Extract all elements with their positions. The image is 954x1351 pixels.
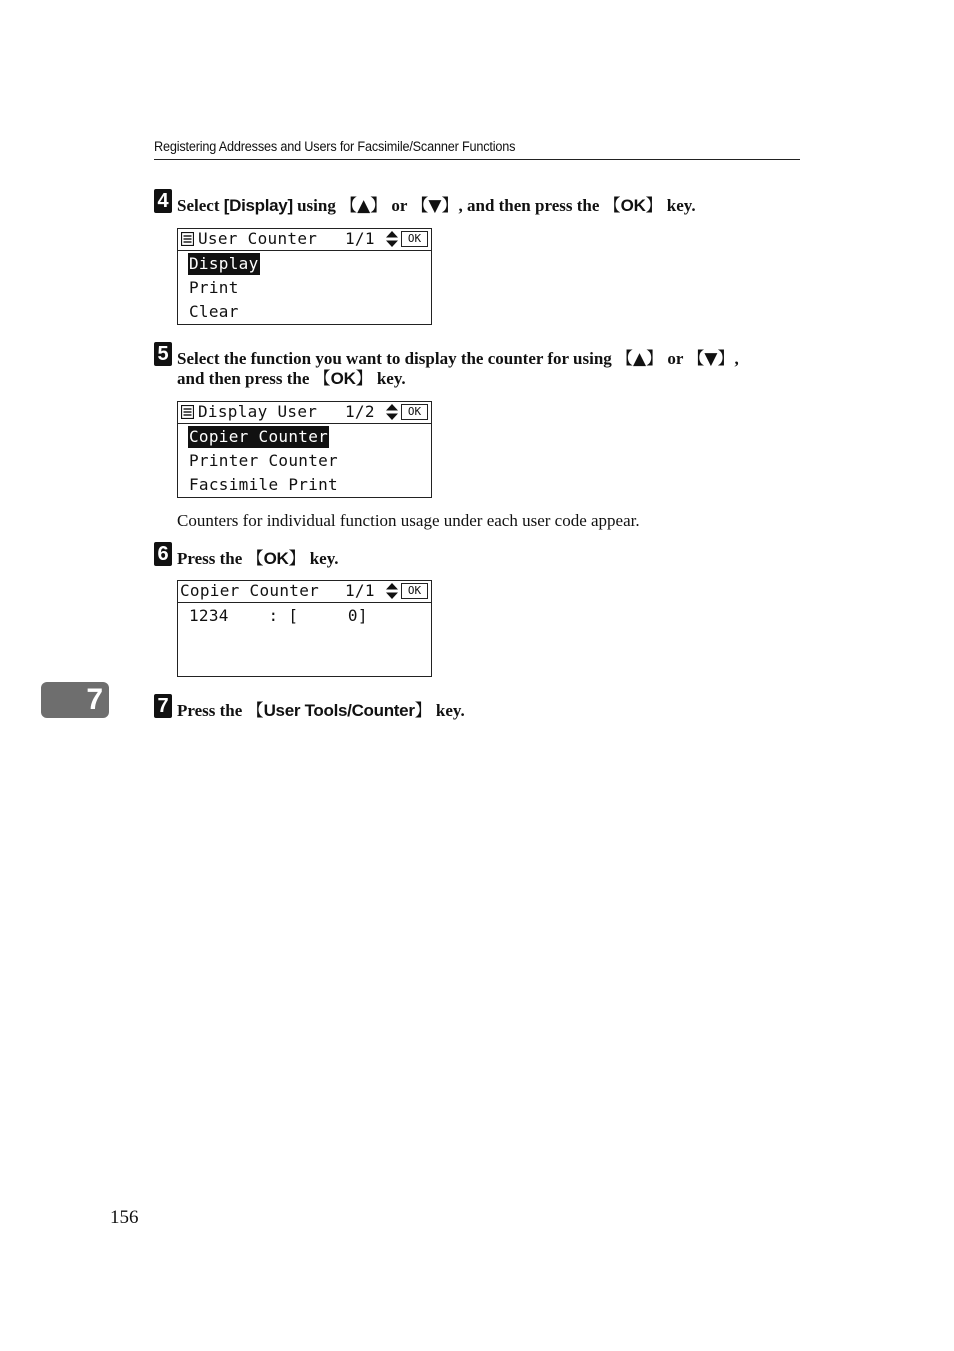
lcd-title-bar [178, 229, 431, 251]
step-instruction [177, 349, 739, 369]
ok-icon[interactable]: OK [401, 583, 428, 599]
ok-key-label: OK [263, 549, 289, 568]
bracket-open: 【 [246, 549, 264, 569]
running-header: Registering Addresses and Users for Facsimile/Scanner Functions [154, 139, 516, 154]
instruction-text: Select the function you want to display the counter for using [177, 349, 617, 368]
menu-item-reference: [Display] [223, 196, 293, 215]
down-arrow-key-icon: ▼ [428, 196, 442, 216]
instruction-text: , [734, 349, 739, 368]
bracket-close: 】 [645, 196, 663, 216]
lcd-title-bar [178, 581, 431, 603]
lcd-page-indicator: 1/1 [345, 229, 375, 248]
lcd-menu-item-copier-counter[interactable]: Copier Counter [189, 427, 329, 446]
page-number: 156 [110, 1207, 139, 1228]
up-down-arrows-icon [385, 403, 399, 421]
user-tools-counter-key-label: User Tools/Counter [263, 701, 415, 720]
up-arrow-key-icon: ▲ [357, 196, 371, 216]
chapter-number: 7 [86, 683, 103, 716]
bracket-close: 】 [414, 701, 432, 721]
bracket-open: 【 [603, 196, 621, 216]
instruction-text: key. [662, 196, 696, 215]
step-instruction-continued [177, 369, 406, 389]
instruction-text: Select [177, 196, 224, 215]
instruction-text: , and then press the [458, 196, 604, 215]
list-icon [181, 405, 194, 419]
lcd-screen-display-user [177, 401, 432, 498]
step-note: Counters for individual function usage under each user code appear. [177, 511, 640, 530]
step-number-badge: 4 [154, 189, 172, 213]
lcd-screen-copier-counter [177, 580, 432, 677]
instruction-text: key. [372, 369, 406, 388]
up-arrow-key-icon: ▲ [633, 349, 647, 369]
step-number-badge: 5 [154, 342, 172, 366]
chapter-tab [41, 682, 109, 718]
instruction-text: Press the [177, 701, 247, 720]
bracket-open: 【 [616, 349, 634, 369]
step-instruction [177, 549, 339, 569]
bracket-close: 】 [355, 369, 373, 389]
lcd-title: User Counter [198, 229, 318, 248]
lcd-page-indicator: 1/2 [345, 402, 375, 421]
instruction-text: Press the [177, 549, 247, 568]
ok-icon[interactable]: OK [401, 231, 428, 247]
instruction-text: key. [305, 549, 339, 568]
bracket-close: 】 [370, 196, 388, 216]
lcd-title: Copier Counter [180, 581, 320, 600]
bracket-open: 【 [411, 196, 429, 216]
step-number-badge: 7 [154, 694, 172, 718]
bracket-open: 【 [340, 196, 358, 216]
lcd-menu-item-clear[interactable]: Clear [189, 302, 239, 321]
bracket-open: 【 [246, 701, 264, 721]
list-icon [181, 232, 194, 246]
lcd-menu-item-facsimile-print[interactable]: Facsimile Print [189, 475, 338, 494]
down-arrow-key-icon: ▼ [704, 349, 718, 369]
lcd-title: Display User [198, 402, 318, 421]
instruction-text: key. [431, 701, 465, 720]
instruction-text: and then press the [177, 369, 314, 388]
bracket-close: 】 [441, 196, 459, 216]
instruction-text: or [663, 349, 688, 368]
lcd-counter-row: 1234 : [ 0] [189, 606, 368, 625]
lcd-menu-item-printer-counter[interactable]: Printer Counter [189, 451, 338, 470]
instruction-text: or [387, 196, 412, 215]
lcd-page-indicator: 1/1 [345, 581, 375, 600]
bracket-open: 【 [687, 349, 705, 369]
lcd-title-bar [178, 402, 431, 424]
bracket-close: 】 [717, 349, 735, 369]
bracket-close: 】 [646, 349, 664, 369]
step-instruction [177, 701, 465, 721]
lcd-menu-item-print[interactable]: Print [189, 278, 239, 297]
header-rule [154, 159, 800, 160]
step-instruction [177, 196, 696, 216]
up-down-arrows-icon [385, 582, 399, 600]
bracket-close: 】 [288, 549, 306, 569]
ok-icon[interactable]: OK [401, 404, 428, 420]
ok-key-label: OK [620, 196, 646, 215]
lcd-menu-item-display[interactable]: Display [189, 254, 259, 273]
instruction-text: using [292, 196, 341, 215]
step-number-badge: 6 [154, 542, 172, 566]
ok-key-label: OK [330, 369, 356, 388]
lcd-screen-user-counter [177, 228, 432, 325]
up-down-arrows-icon [385, 230, 399, 248]
bracket-open: 【 [313, 369, 331, 389]
